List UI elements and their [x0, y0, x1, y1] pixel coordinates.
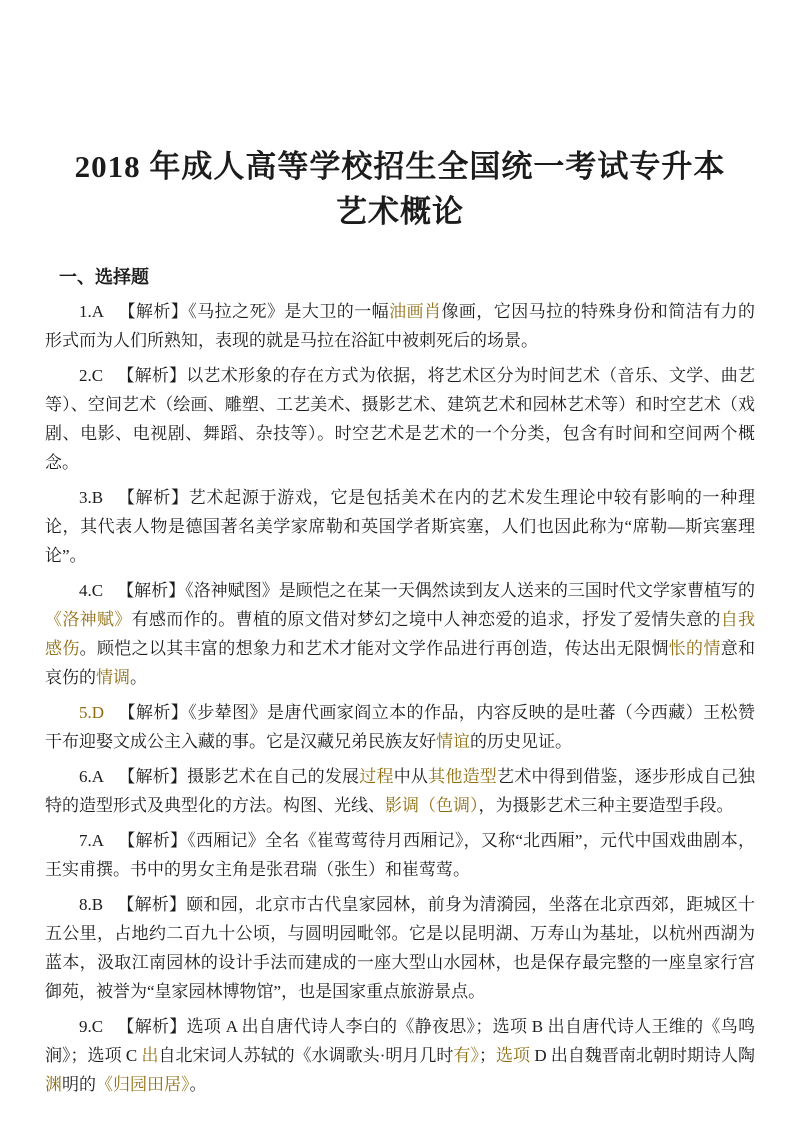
answer-text: 。顾恺之以其丰富的想象力和艺术才能对文学作品进行再创造，传达出无限惆 [79, 639, 669, 658]
answer-item-9 [45, 1012, 755, 1099]
highlighted-text: 出 [141, 1046, 159, 1065]
highlighted-text: 情谊 [436, 732, 470, 751]
answer-text: 明的 [62, 1075, 96, 1094]
highlighted-text: 《洛神赋》 [45, 610, 132, 629]
answer-text: 【解析】艺术起源于游戏，它是包括美术在内的艺术发生理论中较有影响的一种理论，其代表人物是德国著名美学家席勒和英国学者斯宾塞，人们也因此称为“席勒—斯宾塞理论”。 [45, 488, 755, 565]
answers-list [45, 297, 755, 1099]
highlighted-text: 过程 [359, 767, 394, 786]
document-title-line2: 艺术概论 [336, 194, 464, 229]
answer-text: ，为摄影艺术三种主要造型手段。 [478, 796, 734, 815]
answer-text: 【解析】以艺术形象的存在方式为依据，将艺术区分为时间艺术（音乐、文学、曲艺等）、空间艺术（绘画、雕塑、工艺美术、摄影艺术、建筑艺术和园林艺术等）和时空艺术（戏剧、电影、电视剧、舞蹈、杂技等）。时空艺术是艺术的一个分类，包含有时间和空间两个概念。 [45, 366, 755, 472]
answer-item-4 [45, 576, 755, 692]
answer-item-6 [45, 762, 755, 820]
answer-text: 。 [130, 668, 147, 687]
answer-text: 意和哀伤的 [45, 639, 756, 687]
highlighted-text: 其他造型 [428, 767, 498, 786]
answer-text: 。 [189, 1075, 207, 1094]
document-title-line1: 2018 年成人高等学校招生全国统一考试专升本 [74, 149, 726, 184]
answer-item-3 [45, 483, 755, 570]
answer-text: 像画，它因马拉的特殊身份和简洁有力的形式而为人们所熟知，表现的就是马拉在浴缸中被刺死后的场景。 [45, 302, 756, 350]
highlighted-text: 选项 [495, 1046, 531, 1065]
answer-number: 9.C [79, 1017, 104, 1036]
answer-item-5 [45, 698, 755, 756]
answer-text: 自北宋词人苏轼的《水调歌头·明月几时 [158, 1046, 454, 1065]
answer-item-1 [45, 297, 755, 355]
highlighted-text: 影调（色调） [385, 796, 479, 815]
answer-text: 艺术中得到借鉴，逐步形成自己独特的造型形式及典型化的方法。构图、光线、 [45, 767, 756, 815]
answer-item-2 [45, 361, 755, 477]
highlighted-text: 《归园田居》 [96, 1075, 190, 1094]
answer-text: 的历史见证。 [470, 732, 572, 751]
answer-text: 【解析】摄影艺术在自己的发展 [118, 767, 360, 786]
highlighted-text: 自我感伤 [45, 610, 756, 658]
answer-item-8 [45, 890, 755, 1006]
answer-number: 3.B [79, 488, 104, 507]
answer-number: 2.C [79, 366, 104, 385]
highlighted-text: 情调 [96, 668, 130, 687]
answer-text: 中从 [393, 767, 429, 786]
answer-text: 【解析】《步辇图》是唐代画家阎立本的作品，内容反映的是吐蕃（今西藏）王松赞干布迎娶文成公主入藏的事。它是汉藏兄弟民族友好 [45, 703, 755, 751]
section-heading: 一、选择题 [59, 267, 149, 287]
answer-number: 4.C [79, 581, 104, 600]
highlighted-text: 有》 [453, 1046, 479, 1065]
highlighted-text: 渊 [45, 1075, 62, 1094]
answer-number: 6.A [79, 767, 105, 786]
answer-text: 【解析】《马拉之死》是大卫的一幅 [118, 302, 390, 321]
answer-text: D 出自魏晋南北朝时期诗人陶 [530, 1046, 756, 1065]
answer-text: 【解析】颐和园，北京市古代皇家园林，前身为清漪园，坐落在北京西郊，距城区十五公里，占地约二百九十公顷，与圆明园毗邻。它是以昆明湖、万寿山为基址，以杭州西湖为蓝本，汲取江南园林的设计手法而建成的一座大型山水园林，也是保存最完整的一座皇家行宫御苑，被誉为“皇家园林博物馆”，也是国家重点旅游景点。 [45, 895, 755, 1001]
answer-text: 【解析】选项 A 出自唐代诗人李白的《静夜思》；选项 B 出自唐代诗人王维的《鸟鸣涧》；选项 C [45, 1017, 755, 1065]
answer-number: 7.A [79, 831, 105, 850]
answer-text: ； [478, 1046, 496, 1065]
highlighted-text: 怅的情 [668, 639, 721, 658]
answer-number: 5.D [79, 703, 105, 722]
answer-number: 8.B [79, 895, 104, 914]
answer-text: 【解析】《西厢记》全名《崔莺莺待月西厢记》，又称“北西厢”，元代中国戏曲剧本，王实甫撰。书中的男女主角是张君瑞（张生）和崔莺莺。 [45, 831, 755, 879]
answer-number: 1.A [79, 302, 105, 321]
highlighted-text: 油画肖 [389, 302, 442, 321]
answer-item-7 [45, 826, 755, 884]
answer-text: 有感而作的。曹植的原文借对梦幻之境中人神恋爱的追求，抒发了爱情失意的 [131, 610, 721, 629]
answer-text: 【解析】《洛神赋图》是顾恺之在某一天偶然读到友人送来的三国时代文学家曹植写的 [117, 581, 755, 600]
